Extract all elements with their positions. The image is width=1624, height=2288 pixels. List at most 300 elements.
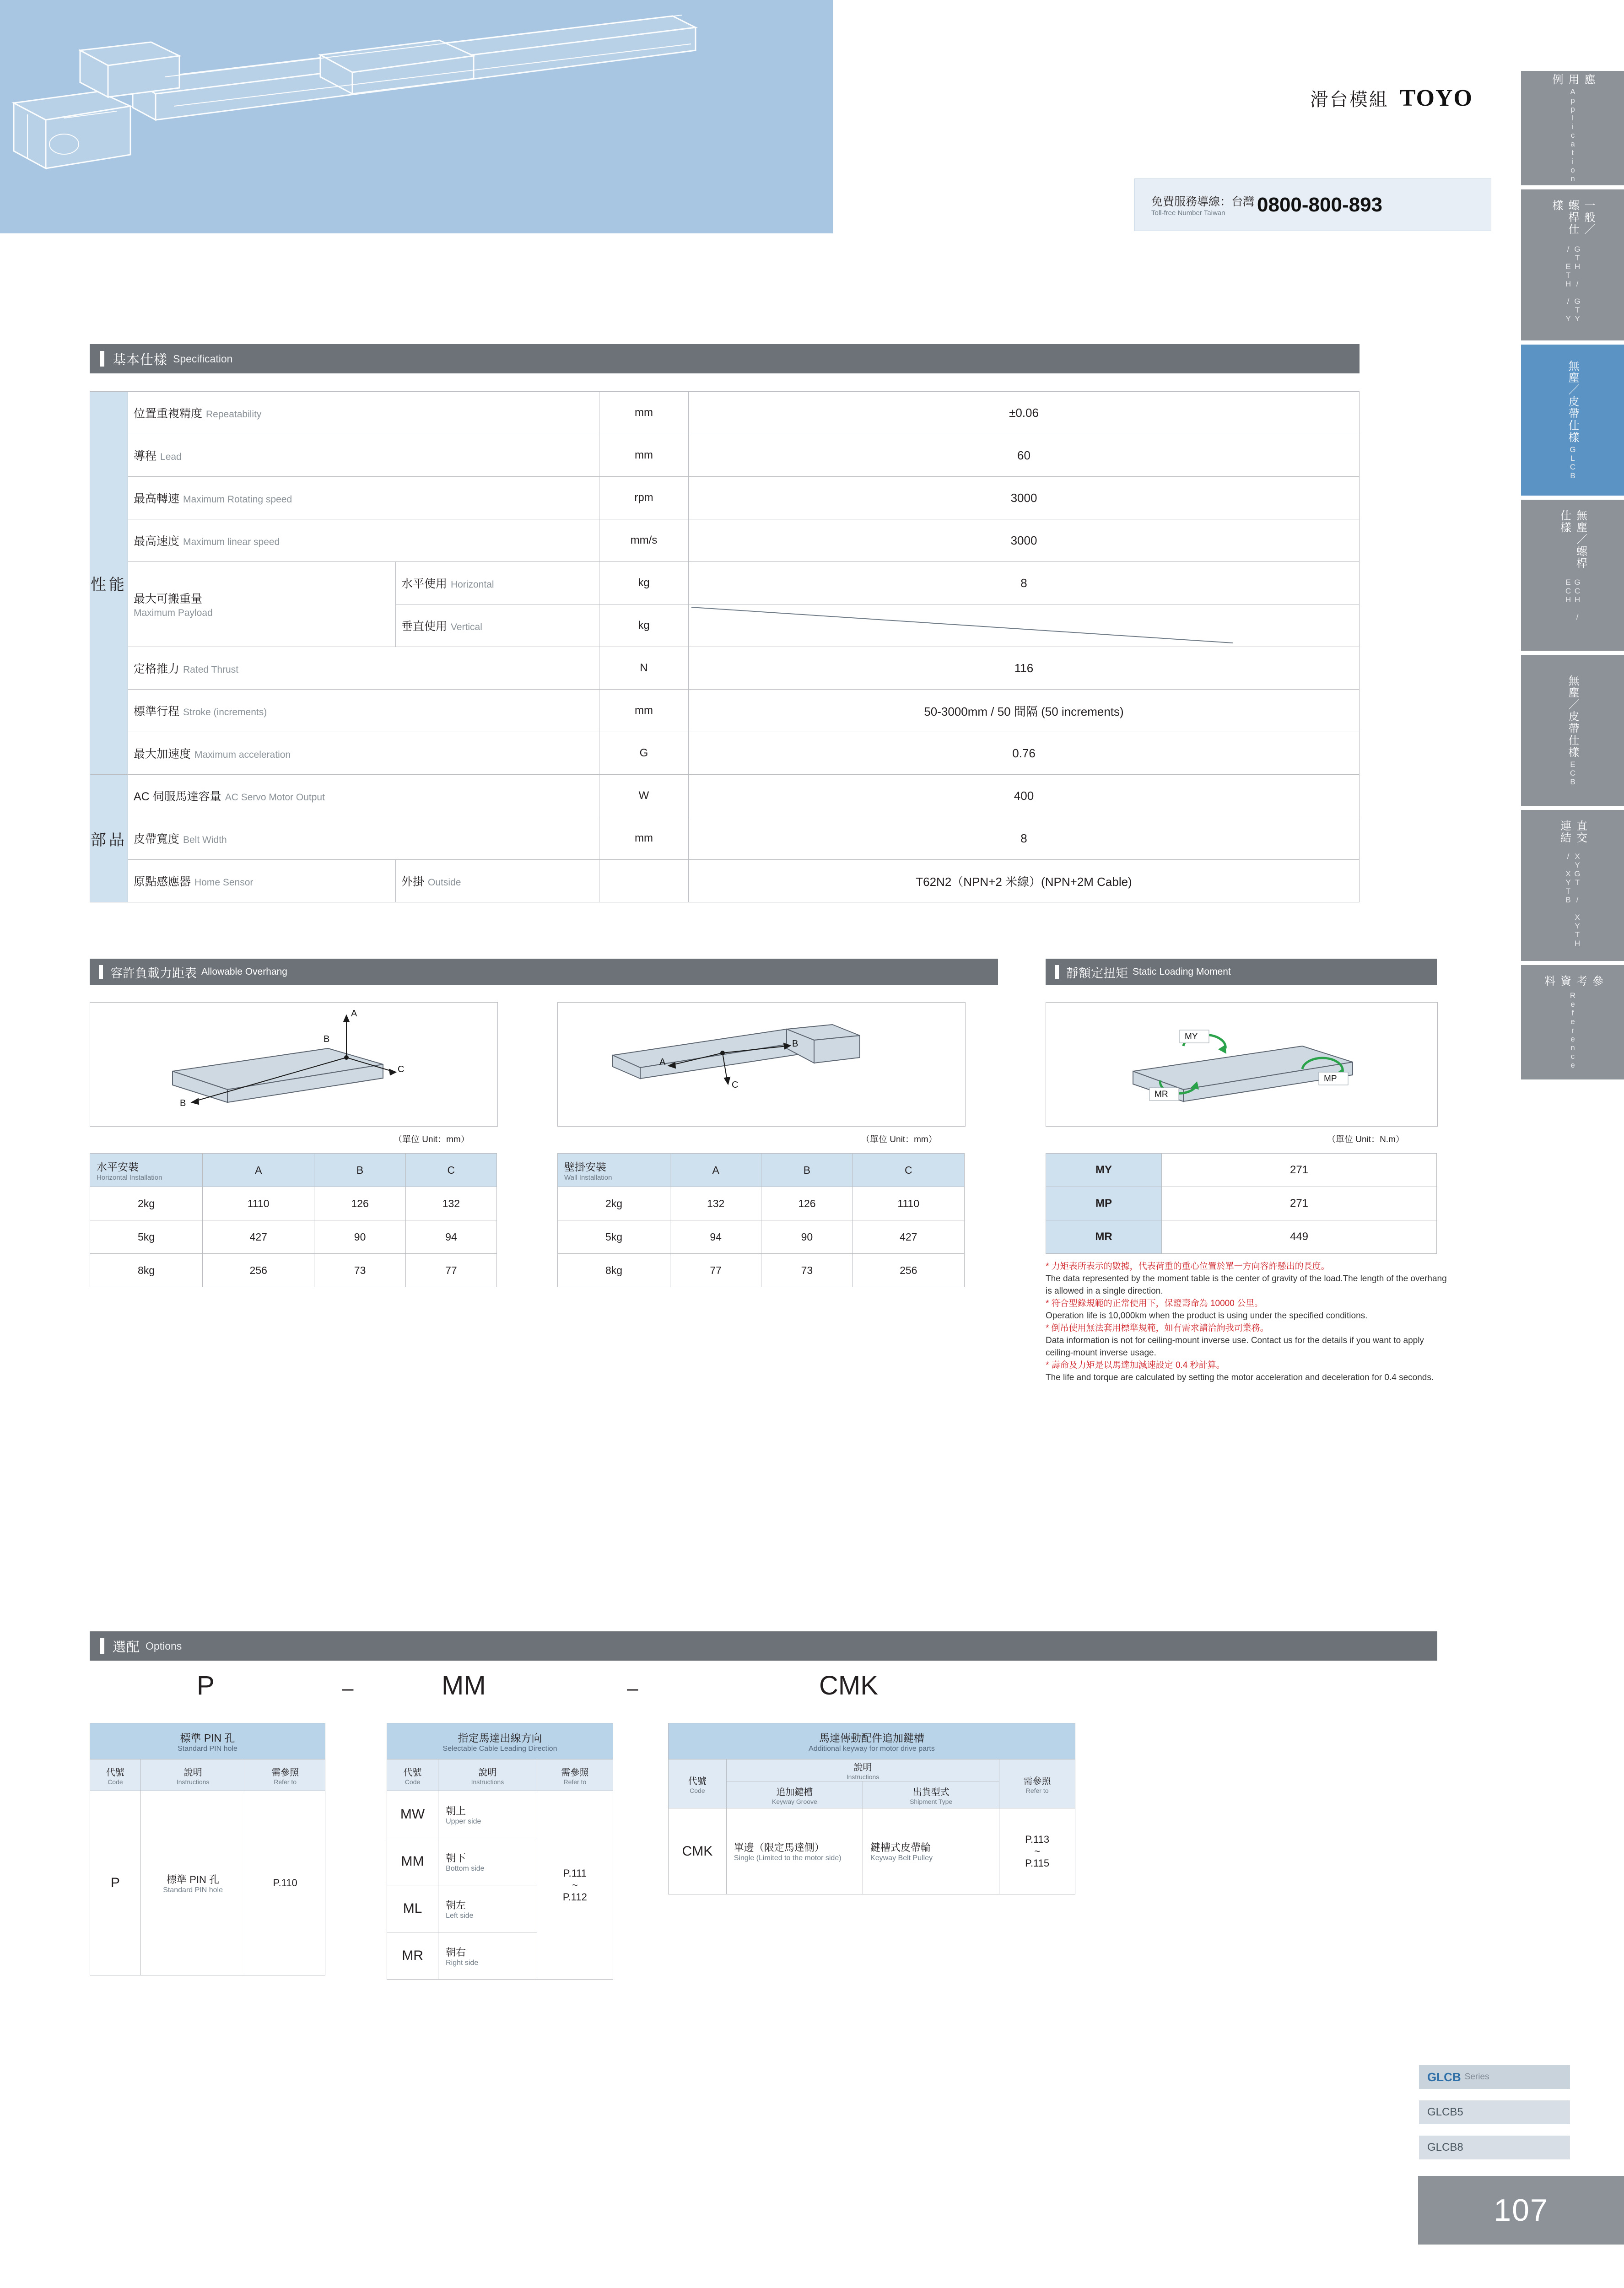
tab-label-en: GLCB [1568,445,1577,480]
overhang-left-unit-note: （單位 Unit：mm） [394,1135,469,1144]
table-row [1046,1220,1437,1254]
cable-col-instructions [438,1759,537,1791]
cable-desc-mm [438,1838,537,1885]
svg-text:A: A [351,1009,357,1019]
refer-line-1: P.111 [563,1867,587,1879]
table-row [90,562,1360,604]
groove-en: Single (Limited to the motor side) [734,1854,842,1862]
col-en: Instructions [176,1778,210,1786]
table-header-row [387,1723,613,1759]
overhang-wall-table [557,1153,965,1287]
label-cn: 標準行程 [134,705,180,718]
desc-en: Right side [446,1959,479,1967]
refer-line-2: ~ [572,1879,578,1891]
moment-title-cn: 靜額定扭矩 [1066,966,1128,980]
sidebar-item-xy-connection[interactable] [1521,810,1624,961]
cell-b: 126 [314,1187,405,1220]
moment-title-en: Static Loading Moment [1133,966,1231,977]
col-en: Instructions [471,1778,504,1786]
label-en: Maximum Rotating speed [183,494,292,505]
spec-sub-label [396,604,599,647]
column-header-c: C [405,1154,496,1187]
cell-c: 427 [852,1220,965,1254]
option-dash-2: – [627,1677,638,1700]
spec-unit: mm [599,690,689,732]
tab-label-en: Application [1568,87,1577,183]
overhang-right-unit-note: （單位 Unit：mm） [861,1135,937,1144]
standard-pin-table [90,1723,325,1975]
col-cn: 說明 [478,1767,497,1778]
pin-head-cn: 標準 PIN 孔 [180,1732,235,1744]
moment-value-mp: 271 [1162,1187,1437,1220]
cable-desc-ml [438,1885,537,1932]
cell-c: 1110 [852,1187,965,1220]
tab-label-cn: 無塵／螺桿仕樣 [1558,510,1587,569]
column-header-a: A [670,1154,761,1187]
overhang-horizontal-head [90,1154,203,1187]
keyway-table [668,1723,1075,1894]
label-cn: 原點感應器 [134,875,191,888]
col-en: Code [108,1778,123,1786]
tab-label-cn: 參考資料 [1542,975,1603,987]
label-en: Belt Width [183,835,227,845]
moment-value-my: 271 [1162,1154,1437,1187]
table-row [90,477,1360,519]
spec-unit: rpm [599,477,689,519]
spec-unit: mm/s [599,519,689,562]
label-en: Maximum Payload [134,607,213,618]
col-en: Refer to [1025,1786,1049,1794]
refer-line-1: P.113 [1025,1833,1050,1845]
pin-refer: P.110 [245,1791,325,1975]
note-3-cn: * 倒吊使用無法套用標準規範，如有需求請洽詢我司業務。 [1046,1323,1269,1333]
cable-refer [537,1791,613,1980]
label-cn: 最大加速度 [134,748,191,761]
toll-free-label-cn: 免費服務導線：台灣 [1151,195,1255,208]
spec-unit [599,860,689,902]
moment-notes [1046,1261,1448,1384]
column-header-a: A [203,1154,314,1187]
spec-value: 116 [689,647,1360,690]
svg-text:MP: MP [1324,1074,1337,1084]
table-row [90,817,1360,860]
head-cn: 水平安裝 [97,1161,139,1173]
svg-text:B: B [324,1034,330,1044]
row-label: 5kg [558,1220,670,1254]
svg-text:B: B [180,1098,186,1108]
column-header-b: B [314,1154,405,1187]
note-2-cn: * 符合型錄規範的正常使用下，保證壽命為 10000 公里。 [1046,1298,1263,1308]
pin-col-refer [245,1759,325,1791]
head-en: Horizontal Installation [97,1174,162,1182]
spec-row-label [128,817,599,860]
column-header-b: B [761,1154,852,1187]
moment-unit-note: （單位 Unit：N.m） [1327,1135,1404,1144]
tab-label-cn: 無塵／皮帶仕樣 [1566,360,1579,443]
table-row [90,1220,497,1254]
label-cn: 最大可搬重量 [134,592,203,605]
label-en: AC Servo Motor Output [225,792,325,803]
keyway-col-instructions [726,1759,999,1781]
series-suffix: Series [1464,2072,1489,2082]
pin-code-value: P [90,1791,141,1975]
table-header-row [90,1723,325,1759]
spec-row-label [128,690,599,732]
label-cn: 導程 [134,450,157,463]
subcol-cn: 出貨型式 [912,1787,950,1797]
note-4-en: The life and torque are calculated by setting the motor acceleration and deceleration for 0.4 seconds. [1046,1372,1434,1382]
desc-cn: 朝上 [446,1805,466,1817]
cell-a: 1110 [203,1187,314,1220]
spec-unit: mm [599,434,689,477]
product-hero-image [0,0,833,233]
spec-unit: W [599,775,689,817]
cell-c: 94 [405,1220,496,1254]
table-header-row [90,1154,497,1187]
options-section-header [90,1631,1437,1661]
table-row [669,1808,1075,1894]
svg-text:A: A [659,1057,666,1067]
section-tabs [1521,71,1624,1084]
header-accent-bar [1055,965,1059,979]
spec-row-label [128,732,599,775]
spec-value: 8 [689,562,1360,604]
cell-b: 90 [314,1220,405,1254]
table-header-row [669,1759,1075,1781]
table-row [387,1791,613,1838]
cell-b: 126 [761,1187,852,1220]
keyway-shipment-value [863,1808,999,1894]
label-en: Home Sensor [194,877,254,888]
spec-group-label: 部品 [91,831,127,849]
pin-desc-en: Standard PIN hole [163,1886,223,1894]
cell-a: 132 [670,1187,761,1220]
table-row [90,732,1360,775]
option-code-cmk: CMK [819,1671,878,1700]
svg-text:MR: MR [1155,1090,1168,1099]
refer-line-3: P.112 [562,1891,587,1903]
table-row [90,1254,497,1287]
col-cn: 說明 [853,1763,872,1773]
sublabel-en: Horizontal [451,579,494,590]
table-header-row [558,1154,965,1187]
moment-table [1046,1153,1437,1254]
spec-row-label [128,392,599,434]
table-header-row [387,1759,613,1791]
sidebar-item-ecb[interactable] [1521,655,1624,806]
series-name: GLCB [1427,2070,1461,2084]
spec-row-label [128,477,599,519]
keyway-refer [999,1808,1075,1894]
specification-section-header [90,344,1360,373]
spec-row-label [128,562,396,647]
spec-group-performance [90,392,128,775]
row-label: 5kg [90,1220,203,1254]
toll-free-number: 0800-800-893 [1257,193,1383,216]
subcol-cn: 追加鍵槽 [776,1787,813,1797]
spec-value-not-applicable [689,604,1360,647]
spec-unit: G [599,732,689,775]
toyo-logo: TOYO [1399,85,1473,111]
spec-group-label: 性能 [91,576,127,594]
cable-head-cn: 指定馬達出線方向 [458,1732,542,1744]
keyway-subcol-groove [726,1781,863,1808]
tab-label-en: GTH / GTY / ETH / Y [1564,244,1582,323]
table-row [90,519,1360,562]
sidebar-item-reference[interactable] [1521,965,1624,1079]
option-dash-1: – [342,1677,354,1700]
refer-line-3: P.115 [1025,1857,1050,1869]
col-cn: 代號 [403,1767,422,1778]
table-row [90,1791,325,1975]
spec-sub-label [396,562,599,604]
tab-label-cn: 一般／螺桿仕樣 [1550,200,1595,235]
keyway-code-value: CMK [669,1808,727,1894]
cable-code-mm: MM [387,1838,438,1885]
spec-value: ±0.06 [689,392,1360,434]
shipment-en: Keyway Belt Pulley [870,1854,933,1862]
cell-a: 77 [670,1254,761,1287]
label-cn: 定格推力 [134,663,180,675]
option-code-p: P [197,1671,215,1700]
specification-title-cn: 基本仕樣 [113,352,168,367]
note-3-en: Data information is not for ceiling-mount inverse use. Contact us for the details if you want to apply ceiling-mount inverse usage. [1046,1335,1424,1358]
head-en: Wall Installation [564,1174,612,1182]
row-label: 2kg [90,1187,203,1220]
svg-text:B: B [792,1039,799,1049]
table-row [90,647,1360,690]
footer-series-header [1419,2065,1570,2089]
spec-unit: kg [599,604,689,647]
specification-table [90,391,1360,902]
footer-item-glcb5[interactable] [1419,2100,1570,2124]
spec-value: T62N2（NPN+2 米線）(NPN+2M Cable) [689,860,1360,902]
moment-value-mr: 449 [1162,1220,1437,1254]
cable-col-refer [537,1759,613,1791]
label-en: Repeatability [206,409,262,420]
table-row [558,1220,965,1254]
spec-row-label [128,775,599,817]
keyway-subcol-shipment [863,1781,999,1808]
overhang-wall-figure [557,1002,966,1127]
spec-unit: N [599,647,689,690]
spec-row-label [128,647,599,690]
desc-cn: 朝右 [446,1946,466,1958]
cell-c: 256 [852,1254,965,1287]
sidebar-item-gch-ech[interactable] [1521,500,1624,651]
page-number: 107 [1418,2176,1624,2245]
cable-direction-table [387,1723,613,1980]
tab-label-cn: 應用例 [1550,73,1595,86]
table-row [90,1187,497,1220]
keyway-head-en: Additional keyway for motor drive parts [809,1744,935,1753]
cell-c: 77 [405,1254,496,1287]
cell-b: 73 [314,1254,405,1287]
spec-value: 0.76 [689,732,1360,775]
footer-item-label: GLCB5 [1427,2106,1463,2118]
spec-row-label [128,434,599,477]
sidebar-item-gth-gty-eth-y[interactable] [1521,189,1624,340]
brand-name-cn: 滑台模組 [1310,90,1389,110]
cell-b: 73 [761,1254,852,1287]
cell-a: 427 [203,1220,314,1254]
label-en: Rated Thrust [183,664,239,675]
table-row [90,434,1360,477]
spec-row-label [128,519,599,562]
keyway-head-cn: 馬達傳動配件追加鍵槽 [819,1732,924,1744]
keyway-head [669,1723,1075,1759]
table-row [1046,1154,1437,1187]
spec-value: 3000 [689,519,1360,562]
pin-head [90,1723,325,1759]
tab-label-en: ECB [1568,760,1577,786]
options-title-en: Options [146,1640,182,1652]
table-row [90,860,1360,902]
cable-code-mw: MW [387,1791,438,1838]
spec-value: 8 [689,817,1360,860]
sublabel-cn: 垂直使用 [401,620,448,633]
cable-desc-mr [438,1932,537,1980]
desc-cn: 朝左 [446,1899,466,1911]
label-cn: 皮帶寬度 [134,833,180,846]
overhang-title-en: Allowable Overhang [201,966,287,977]
moment-section-header [1046,959,1437,985]
note-2-en: Operation life is 10,000km when the product is using under the specified conditions. [1046,1311,1368,1321]
tab-label-cn: 直交連結 [1558,820,1587,844]
overhang-title-cn: 容許負載力距表 [110,966,197,980]
sublabel-cn: 外掛 [401,875,425,888]
subcol-en: Shipment Type [910,1797,953,1805]
cable-code-mr: MR [387,1932,438,1980]
footer-item-glcb8[interactable] [1419,2136,1570,2159]
sublabel-en: Outside [428,877,461,888]
keyway-groove-value [726,1808,863,1894]
table-row [558,1187,965,1220]
table-header-row [90,1759,325,1791]
pin-col-code [90,1759,141,1791]
desc-en: Upper side [446,1817,481,1825]
table-row [90,690,1360,732]
subcol-en: Keyway Groove [772,1797,817,1805]
note-1-en: The data represented by the moment table is the center of gravity of the load.The length of the overhang is allowed in a single direction. [1046,1274,1447,1296]
label-en: Maximum linear speed [183,537,280,547]
col-en: Code [405,1778,421,1786]
col-cn: 需參照 [561,1767,589,1778]
spec-row-label [128,860,396,902]
cell-c: 132 [405,1187,496,1220]
moment-figure [1046,1002,1438,1127]
desc-en: Bottom side [446,1864,485,1872]
cable-head-en: Selectable Cable Leading Direction [442,1744,557,1753]
label-cn: 位置重複精度 [134,407,203,420]
tab-label-en: Reference [1568,991,1577,1069]
spec-value: 60 [689,434,1360,477]
tab-label-en: XYGT / XYTH / XYTB [1564,852,1582,948]
sidebar-item-glcb[interactable] [1521,345,1624,496]
tab-label-cn: 無塵／皮帶仕樣 [1566,675,1579,758]
page-number-divider [1414,2176,1418,2245]
spec-unit: mm [599,817,689,860]
tab-label-en: GCH / ECH [1564,578,1582,622]
note-4-cn: * 壽命及力矩是以馬達加減速設定 0.4 秒計算。 [1046,1360,1225,1370]
overhang-horizontal-table [90,1153,497,1287]
row-label: 8kg [90,1254,203,1287]
cable-code-ml: ML [387,1885,438,1932]
refer-line-2: ~ [1034,1845,1041,1857]
header-accent-bar [100,351,104,367]
label-en: Maximum acceleration [194,750,291,760]
cable-desc-mw [438,1791,537,1838]
moment-key-my: MY [1046,1154,1162,1187]
options-title-cn: 選配 [113,1640,140,1655]
row-label: 2kg [558,1187,670,1220]
shipment-cn: 鍵槽式皮帶輪 [870,1842,931,1853]
note-1-cn: * 力矩表所表示的數據，代表荷重的重心位置於單一方向容許懸出的長度。 [1046,1262,1330,1271]
keyway-col-refer [999,1759,1075,1808]
col-cn: 說明 [183,1767,202,1778]
desc-en: Left side [446,1911,474,1920]
overhang-horizontal-figure [90,1002,498,1127]
toll-free-label-en: Toll-free Number Taiwan [1151,209,1225,217]
sublabel-cn: 水平使用 [401,577,448,590]
spec-group-parts [90,775,128,902]
pin-head-en: Standard PIN hole [178,1744,237,1753]
cable-col-code [387,1759,438,1791]
overhang-wall-head [558,1154,670,1187]
label-cn: AC 伺服馬達容量 [134,790,221,803]
brand-header [1310,85,1473,112]
svg-text:MY: MY [1185,1032,1198,1041]
sidebar-item-application[interactable] [1521,71,1624,185]
svg-text:C: C [398,1064,405,1074]
spec-sub-label [396,860,599,902]
column-header-c: C [852,1154,965,1187]
label-cn: 最高轉速 [134,492,180,505]
header-accent-bar [100,1638,104,1654]
table-header-row [669,1723,1075,1759]
label-en: Stroke (increments) [183,707,267,718]
table-row [90,775,1360,817]
cell-a: 256 [203,1254,314,1287]
col-en: Refer to [563,1778,587,1786]
table-row [90,392,1360,434]
pin-desc-cn: 標準 PIN 孔 [167,1873,220,1885]
spec-value: 50-3000mm / 50 間隔 (50 increments) [689,690,1360,732]
spec-value: 3000 [689,477,1360,519]
sublabel-en: Vertical [451,622,482,632]
table-row [1046,1187,1437,1220]
moment-key-mp: MP [1046,1187,1162,1220]
col-cn: 需參照 [1023,1776,1051,1786]
option-code-mm: MM [442,1671,486,1700]
pin-desc [140,1791,245,1975]
svg-text:C: C [732,1080,739,1090]
groove-cn: 單邊（限定馬達側） [734,1842,825,1853]
spec-unit: kg [599,562,689,604]
toll-free-box [1134,178,1491,231]
desc-cn: 朝下 [446,1852,466,1864]
overhang-section-header [90,959,998,985]
cell-a: 94 [670,1220,761,1254]
head-cn: 壁掛安裝 [564,1161,606,1173]
cable-head [387,1723,613,1759]
col-cn: 需參照 [271,1767,299,1778]
moment-key-mr: MR [1046,1220,1162,1254]
spec-value: 400 [689,775,1360,817]
col-en: Instructions [846,1773,879,1781]
header-accent-bar [99,965,103,979]
label-en: Lead [160,452,182,462]
